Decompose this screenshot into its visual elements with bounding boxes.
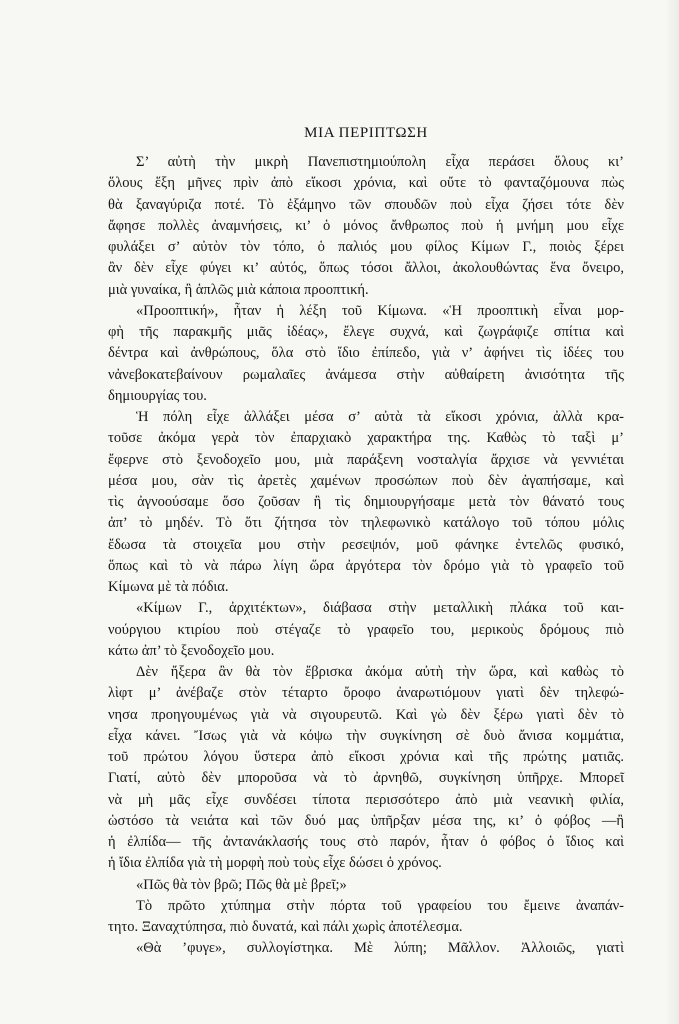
text-line: Γιατί, αὐτὸ δὲν μποροῦσα νὰ τὸ ἀρνηθῶ, συγκίνηση ὑπῆρχε. Μπορεῖ	[108, 770, 624, 787]
text-line: τητο. Ξαναχτύπησα, πιὸ δυνατά, καὶ πάλι χωρὶς ἀποτέλεσμα.	[108, 919, 463, 935]
text-line: κάτω ἀπ’ τὸ ξενοδοχεῖο μου.	[108, 642, 275, 659]
text-line: νὰ μὴ μᾶς εἶχε συνδέσει τίποτα περισσότερο ἀπὸ μιὰ νεανικὴ φιλία,	[108, 791, 624, 808]
paragraph	[108, 896, 624, 939]
text-line: Τὸ πρῶτο χτύπημα στὴν πόρτα τοῦ γραφείου του ἔμεινε ἀναπάν-	[136, 897, 624, 914]
text-line: «Προοπτική», ἦταν ἡ λέξη τοῦ Κίμωνα. «Ἡ προοπτικὴ εἶναι μορ-	[136, 302, 624, 319]
text-line: μέσα μου, σὰν τὶς ἀρετὲς χαμένων προσώπων ποὺ δὲν ἀγαπήσαμε, καὶ	[108, 472, 624, 489]
text-line: εἶχα κάνει. Ἴσως γιὰ νὰ κόψω τὴν συγκίνηση σὲ δυὸ ἄνισα κομμάτια,	[108, 727, 624, 744]
paragraph	[108, 407, 624, 598]
text-line: ἄφησε πολλὲς ἀναμνήσεις, κι’ ὁ μόνος ἄνθρωπος ποὺ ἡ μνήμη μου εἶχε	[108, 217, 624, 234]
text-line: λὶφτ μ’ ἀνέβαζε στὸν τέταρτο ὄροφο ἀναρωτιόμουν γιατὶ δὲν τηλεφώ-	[108, 685, 624, 702]
text-line: «Κίμων Γ., ἀρχιτέκτων», διάβασα στὴν μεταλλικὴ πλάκα τοῦ και-	[136, 600, 624, 617]
body-text	[108, 152, 624, 960]
text-line: δέντρα καὶ ἀνθρώπους, ὅλα στὸ ἴδιο ἐπίπεδο, γιὰ ν’ ἀφήνει τὶς ἰδέες του	[108, 345, 624, 362]
text-line: ἀπ’ τὸ μηδέν. Τὸ ὅτι ζήτησα τὸν τηλεφωνικὸ κατάλογο τοῦ τόπου μόλις	[108, 515, 624, 532]
text-line: Σ’ αὐτὴ τὴν μικρὴ Πανεπιστημιούπολη εἶχα περάσει ὅλους κι’	[136, 154, 624, 170]
text-line: «Πῶς θὰ τὸν βρῶ; Πῶς θὰ μὲ βρεῖ;»	[136, 876, 347, 893]
text-line: Ἡ πόλη εἶχε ἀλλάξει μέσα σ’ αὐτὰ τὰ εἴκοσι χρόνια, ἀλλὰ κρα-	[136, 409, 624, 425]
text-line: «Θὰ ’φυγε», συλλογίστηκα. Μὲ λύπη; Μᾶλλον. Ἀλλοιῶς, γιατὶ	[136, 940, 624, 957]
paragraph	[108, 875, 624, 896]
text-line: Δὲν ἤξερα ἂν θὰ τὸν ἔβρισκα ἀκόμα αὐτὴ τὴν ὥρα, καὶ καθὼς τὸ	[136, 664, 624, 680]
text-line: ὅλους ἕξη μῆνες πρὶν ἀπὸ εἴκοσι χρόνια, καὶ οὔτε τὸ φανταζόμουνα πὼς	[108, 175, 624, 192]
text-line: νησα προηγουμένως γιὰ νὰ σιγουρευτῶ. Καὶ γὼ δὲν ξέρω γιατὶ δὲν τὸ	[108, 706, 624, 723]
page-title: ΜΙΑ ΠΕΡΙΠΤΩΣΗ	[304, 125, 428, 141]
text-line: ἂν δὲν εἶχε φύγει κι’ αὐτός, ὅπως τόσοι ἄλλοι, ἀκολουθώντας ἕνα ὄνειρο,	[108, 260, 624, 277]
text-line: φὴ τῆς παρακμῆς μιᾶς ἰδέας», ἔλεγε συχνά, καὶ ζωγράφιζε σπίτια καὶ	[108, 324, 624, 340]
text-line: μιὰ γυναίκα, ἢ ἁπλῶς μιὰ κάποια προοπτική.	[108, 281, 369, 298]
text-line: ἔδωσα τὰ στοιχεῖα μου στὴν ρεσεψιόν, μοῦ φάνηκε ἐντελῶς φυσικό,	[108, 536, 624, 553]
text-line: ὅπως καὶ τὸ νὰ πάρω λίγη ὥρα ἀργότερα τὸν δρόμο γιὰ τὸ γραφεῖο τοῦ	[108, 557, 624, 574]
text-line: θὰ ξαναγύριζα ποτέ. Τὸ ἑξάμηνο τῶν σπουδῶν ποὺ εἶχα ζήσει τότε δὲν	[108, 196, 624, 213]
paragraph	[108, 598, 624, 662]
text-line: νούργιου κτιρίου ποὺ στέγαζε τὸ γραφεῖο του, μερικοὺς δρόμους πιὸ	[108, 621, 624, 638]
paragraph	[108, 152, 624, 301]
text-line: τοῦ πρώτου λόγου ὕστερα ἀπὸ εἴκοσι χρόνια καὶ τῆς πρώτης ματιᾶς.	[108, 749, 624, 765]
text-line: Κίμωνα μὲ τὰ πόδια.	[108, 579, 229, 595]
text-line: ἡ ἐλπίδα— τῆς ἀντανάκλασής τους στὸ παρόν, ἦταν ὁ φόβος ὁ ἴδιος καὶ	[108, 834, 624, 850]
paragraph	[108, 938, 624, 959]
text-line: φυλάξει σ’ αὐτὸν τὸν τόπο, ὁ παλιός μου φίλος Κίμων Γ., ποιὸς ξέρει	[108, 239, 624, 255]
text-line: δημιουργίας του.	[108, 387, 207, 404]
paragraph	[108, 301, 624, 407]
text-line: νἀνεβοκατεβαίνουν ρωμαλαῖες ἀνάμεσα στὴν αὐθαίρετη ἀνισότητα τῆς	[108, 366, 624, 383]
text-line: ἡ ἴδια ἐλπίδα γιὰ τὴ μορφὴ ποὺ τοὺς εἶχε δώσει ὁ χρόνος.	[108, 855, 442, 872]
text-line: ἔφερνε στὸ ξενοδοχεῖο μου, μιὰ παράξενη νοσταλγία ἄρχισε νὰ γεννιέται	[108, 451, 624, 468]
text-line: τὶς ἀγνοούσαμε ὅσο ζοῦσαν ἢ τὶς δημιουργήσαμε μετὰ τὸν θάνατό τους	[108, 494, 624, 510]
paragraph	[108, 662, 624, 875]
text-line: τοῦσε ἀκόμα γερὰ τὸν ἐπαρχιακὸ χαρακτήρα της. Καθὼς τὸ ταξὶ μ’	[108, 430, 624, 447]
text-line: ὡστόσο τὰ νειάτα καὶ τῶν δυό μας ὑπῆρξαν μέσα της, κι’ ὁ φόβος —ἢ	[108, 812, 624, 829]
